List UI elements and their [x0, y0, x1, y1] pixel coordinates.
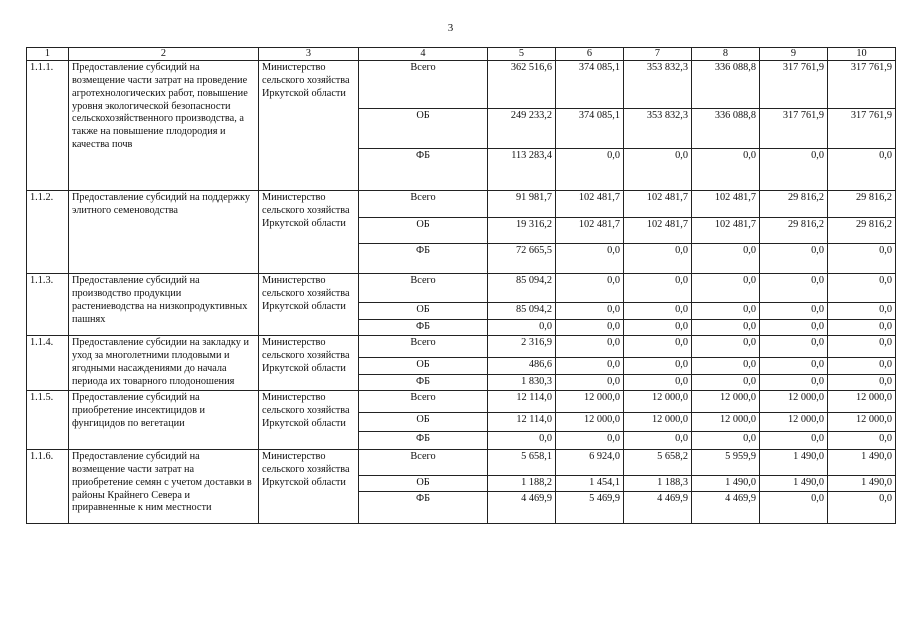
- item-code: 1.1.3.: [27, 274, 69, 336]
- value-cell: 1 490,0: [760, 450, 828, 476]
- value-cell: 0,0: [556, 303, 624, 320]
- column-header: 3: [259, 48, 359, 61]
- value-cell: 353 832,3: [624, 109, 692, 149]
- value-cell: 0,0: [760, 375, 828, 391]
- value-cell: 12 000,0: [692, 413, 760, 432]
- value-cell: 317 761,9: [828, 61, 896, 109]
- value-cell: 5 959,9: [692, 450, 760, 476]
- item-code: 1.1.6.: [27, 450, 69, 524]
- value-cell: 1 830,3: [488, 375, 556, 391]
- column-header: 5: [488, 48, 556, 61]
- table-row: [27, 391, 896, 413]
- value-cell: 102 481,7: [624, 218, 692, 244]
- value-cell: 113 283,4: [488, 149, 556, 191]
- item-executor: Министерство сельского хозяйства Иркутской области: [259, 450, 359, 524]
- item-code: 1.1.1.: [27, 61, 69, 191]
- column-header: 6: [556, 48, 624, 61]
- value-cell: 317 761,9: [760, 109, 828, 149]
- funding-source: Всего: [359, 450, 488, 476]
- value-cell: 6 924,0: [556, 450, 624, 476]
- value-cell: 85 094,2: [488, 303, 556, 320]
- value-cell: 12 000,0: [760, 413, 828, 432]
- value-cell: 1 490,0: [760, 476, 828, 492]
- funding-source: Всего: [359, 391, 488, 413]
- item-name: Предоставление субсидии на закладку и уход за многолетними плодовыми и ягодными насаждениями до начала периода их товарного плодоношения: [69, 336, 259, 391]
- value-cell: 0,0: [624, 244, 692, 274]
- value-cell: 12 000,0: [624, 391, 692, 413]
- value-cell: 72 665,5: [488, 244, 556, 274]
- value-cell: 0,0: [828, 375, 896, 391]
- value-cell: 12 000,0: [624, 413, 692, 432]
- value-cell: 374 085,1: [556, 61, 624, 109]
- column-header: 7: [624, 48, 692, 61]
- funding-source: ФБ: [359, 320, 488, 336]
- value-cell: 0,0: [828, 303, 896, 320]
- value-cell: 0,0: [624, 358, 692, 375]
- value-cell: 1 188,2: [488, 476, 556, 492]
- funding-source: ОБ: [359, 303, 488, 320]
- value-cell: 0,0: [828, 336, 896, 358]
- value-cell: 102 481,7: [624, 191, 692, 218]
- funding-source: ОБ: [359, 358, 488, 375]
- value-cell: 0,0: [692, 274, 760, 303]
- value-cell: 0,0: [692, 149, 760, 191]
- value-cell: 0,0: [828, 274, 896, 303]
- value-cell: 5 469,9: [556, 492, 624, 524]
- value-cell: 85 094,2: [488, 274, 556, 303]
- value-cell: 362 516,6: [488, 61, 556, 109]
- value-cell: 0,0: [488, 320, 556, 336]
- column-header: 9: [760, 48, 828, 61]
- funding-source: Всего: [359, 336, 488, 358]
- column-number-row: [27, 48, 896, 61]
- item-code: 1.1.2.: [27, 191, 69, 274]
- value-cell: 102 481,7: [556, 191, 624, 218]
- funding-source: ФБ: [359, 149, 488, 191]
- value-cell: 0,0: [692, 432, 760, 450]
- value-cell: 5 658,1: [488, 450, 556, 476]
- funding-source: ОБ: [359, 476, 488, 492]
- value-cell: 336 088,8: [692, 61, 760, 109]
- funding-source: ФБ: [359, 492, 488, 524]
- item-executor: Министерство сельского хозяйства Иркутской области: [259, 61, 359, 191]
- value-cell: 4 469,9: [692, 492, 760, 524]
- table-row: [27, 61, 896, 109]
- value-cell: 4 469,9: [488, 492, 556, 524]
- value-cell: 0,0: [692, 375, 760, 391]
- value-cell: 12 000,0: [692, 391, 760, 413]
- value-cell: 102 481,7: [556, 218, 624, 244]
- value-cell: 0,0: [624, 303, 692, 320]
- value-cell: 1 490,0: [692, 476, 760, 492]
- value-cell: 0,0: [556, 336, 624, 358]
- table-row: [27, 450, 896, 476]
- value-cell: 249 233,2: [488, 109, 556, 149]
- item-executor: Министерство сельского хозяйства Иркутской области: [259, 336, 359, 391]
- table-row: [27, 274, 896, 303]
- value-cell: 12 000,0: [760, 391, 828, 413]
- value-cell: 353 832,3: [624, 61, 692, 109]
- value-cell: 29 816,2: [760, 191, 828, 218]
- value-cell: 0,0: [624, 149, 692, 191]
- value-cell: 1 454,1: [556, 476, 624, 492]
- value-cell: 0,0: [692, 320, 760, 336]
- value-cell: 0,0: [624, 432, 692, 450]
- column-header: 10: [828, 48, 896, 61]
- item-name: Предоставление субсидий на возмещение части затрат на проведение агротехнологических работ, повышение уровня экологической безопасности сельскохозяйственного производства, а также на повышение плодородия и качества почв: [69, 61, 259, 191]
- value-cell: 0,0: [828, 149, 896, 191]
- value-cell: 29 816,2: [828, 191, 896, 218]
- item-executor: Министерство сельского хозяйства Иркутской области: [259, 274, 359, 336]
- value-cell: 0,0: [556, 244, 624, 274]
- value-cell: 12 000,0: [556, 391, 624, 413]
- value-cell: 0,0: [488, 432, 556, 450]
- value-cell: 0,0: [760, 149, 828, 191]
- item-executor: Министерство сельского хозяйства Иркутской области: [259, 391, 359, 450]
- funding-source: ОБ: [359, 109, 488, 149]
- value-cell: 1 490,0: [828, 476, 896, 492]
- item-executor: Министерство сельского хозяйства Иркутской области: [259, 191, 359, 274]
- value-cell: 0,0: [692, 336, 760, 358]
- value-cell: 0,0: [556, 149, 624, 191]
- value-cell: 0,0: [760, 244, 828, 274]
- value-cell: 4 469,9: [624, 492, 692, 524]
- item-name: Предоставление субсидий на возмещение части затрат на приобретение семян с учетом доставки в районы Крайнего Севера и приравненные к ним местности: [69, 450, 259, 524]
- column-header: 4: [359, 48, 488, 61]
- value-cell: 19 316,2: [488, 218, 556, 244]
- value-cell: 0,0: [828, 492, 896, 524]
- value-cell: 0,0: [624, 320, 692, 336]
- item-name: Предоставление субсидий на приобретение инсектицидов и фунгицидов по вегетации: [69, 391, 259, 450]
- value-cell: 0,0: [624, 336, 692, 358]
- value-cell: 0,0: [556, 358, 624, 375]
- value-cell: 486,6: [488, 358, 556, 375]
- funding-source: Всего: [359, 61, 488, 109]
- funding-source: ФБ: [359, 244, 488, 274]
- funding-source: ОБ: [359, 218, 488, 244]
- subsidy-table: [26, 47, 896, 524]
- value-cell: 0,0: [556, 274, 624, 303]
- column-header: 8: [692, 48, 760, 61]
- funding-source: ФБ: [359, 432, 488, 450]
- value-cell: 12 000,0: [556, 413, 624, 432]
- value-cell: 2 316,9: [488, 336, 556, 358]
- value-cell: 1 490,0: [828, 450, 896, 476]
- value-cell: 0,0: [760, 492, 828, 524]
- value-cell: 0,0: [556, 320, 624, 336]
- value-cell: 0,0: [624, 375, 692, 391]
- value-cell: 5 658,2: [624, 450, 692, 476]
- value-cell: 0,0: [760, 432, 828, 450]
- value-cell: 374 085,1: [556, 109, 624, 149]
- funding-source: ФБ: [359, 375, 488, 391]
- value-cell: 0,0: [828, 358, 896, 375]
- value-cell: 0,0: [692, 303, 760, 320]
- value-cell: 317 761,9: [760, 61, 828, 109]
- value-cell: 0,0: [556, 432, 624, 450]
- value-cell: 0,0: [624, 274, 692, 303]
- value-cell: 0,0: [760, 274, 828, 303]
- value-cell: 0,0: [760, 303, 828, 320]
- value-cell: 12 000,0: [828, 413, 896, 432]
- item-code: 1.1.4.: [27, 336, 69, 391]
- funding-source: Всего: [359, 274, 488, 303]
- item-code: 1.1.5.: [27, 391, 69, 450]
- value-cell: 336 088,8: [692, 109, 760, 149]
- funding-source: Всего: [359, 191, 488, 218]
- value-cell: 0,0: [760, 320, 828, 336]
- value-cell: 0,0: [760, 336, 828, 358]
- value-cell: 0,0: [556, 375, 624, 391]
- value-cell: 12 114,0: [488, 413, 556, 432]
- column-header: 1: [27, 48, 69, 61]
- page-number: 3: [447, 22, 454, 34]
- funding-source: ОБ: [359, 413, 488, 432]
- table-row: [27, 191, 896, 218]
- value-cell: 0,0: [828, 432, 896, 450]
- value-cell: 0,0: [760, 358, 828, 375]
- value-cell: 12 000,0: [828, 391, 896, 413]
- value-cell: 0,0: [828, 320, 896, 336]
- value-cell: 0,0: [692, 358, 760, 375]
- value-cell: 29 816,2: [760, 218, 828, 244]
- value-cell: 12 114,0: [488, 391, 556, 413]
- value-cell: 317 761,9: [828, 109, 896, 149]
- table-row: [27, 336, 896, 358]
- value-cell: 0,0: [828, 244, 896, 274]
- value-cell: 0,0: [692, 244, 760, 274]
- value-cell: 1 188,3: [624, 476, 692, 492]
- value-cell: 102 481,7: [692, 191, 760, 218]
- value-cell: 91 981,7: [488, 191, 556, 218]
- value-cell: 29 816,2: [828, 218, 896, 244]
- column-header: 2: [69, 48, 259, 61]
- value-cell: 102 481,7: [692, 218, 760, 244]
- item-name: Предоставление субсидий на поддержку элитного семеноводства: [69, 191, 259, 274]
- item-name: Предоставление субсидий на производство продукции растениеводства на низкопродуктивных пашнях: [69, 274, 259, 336]
